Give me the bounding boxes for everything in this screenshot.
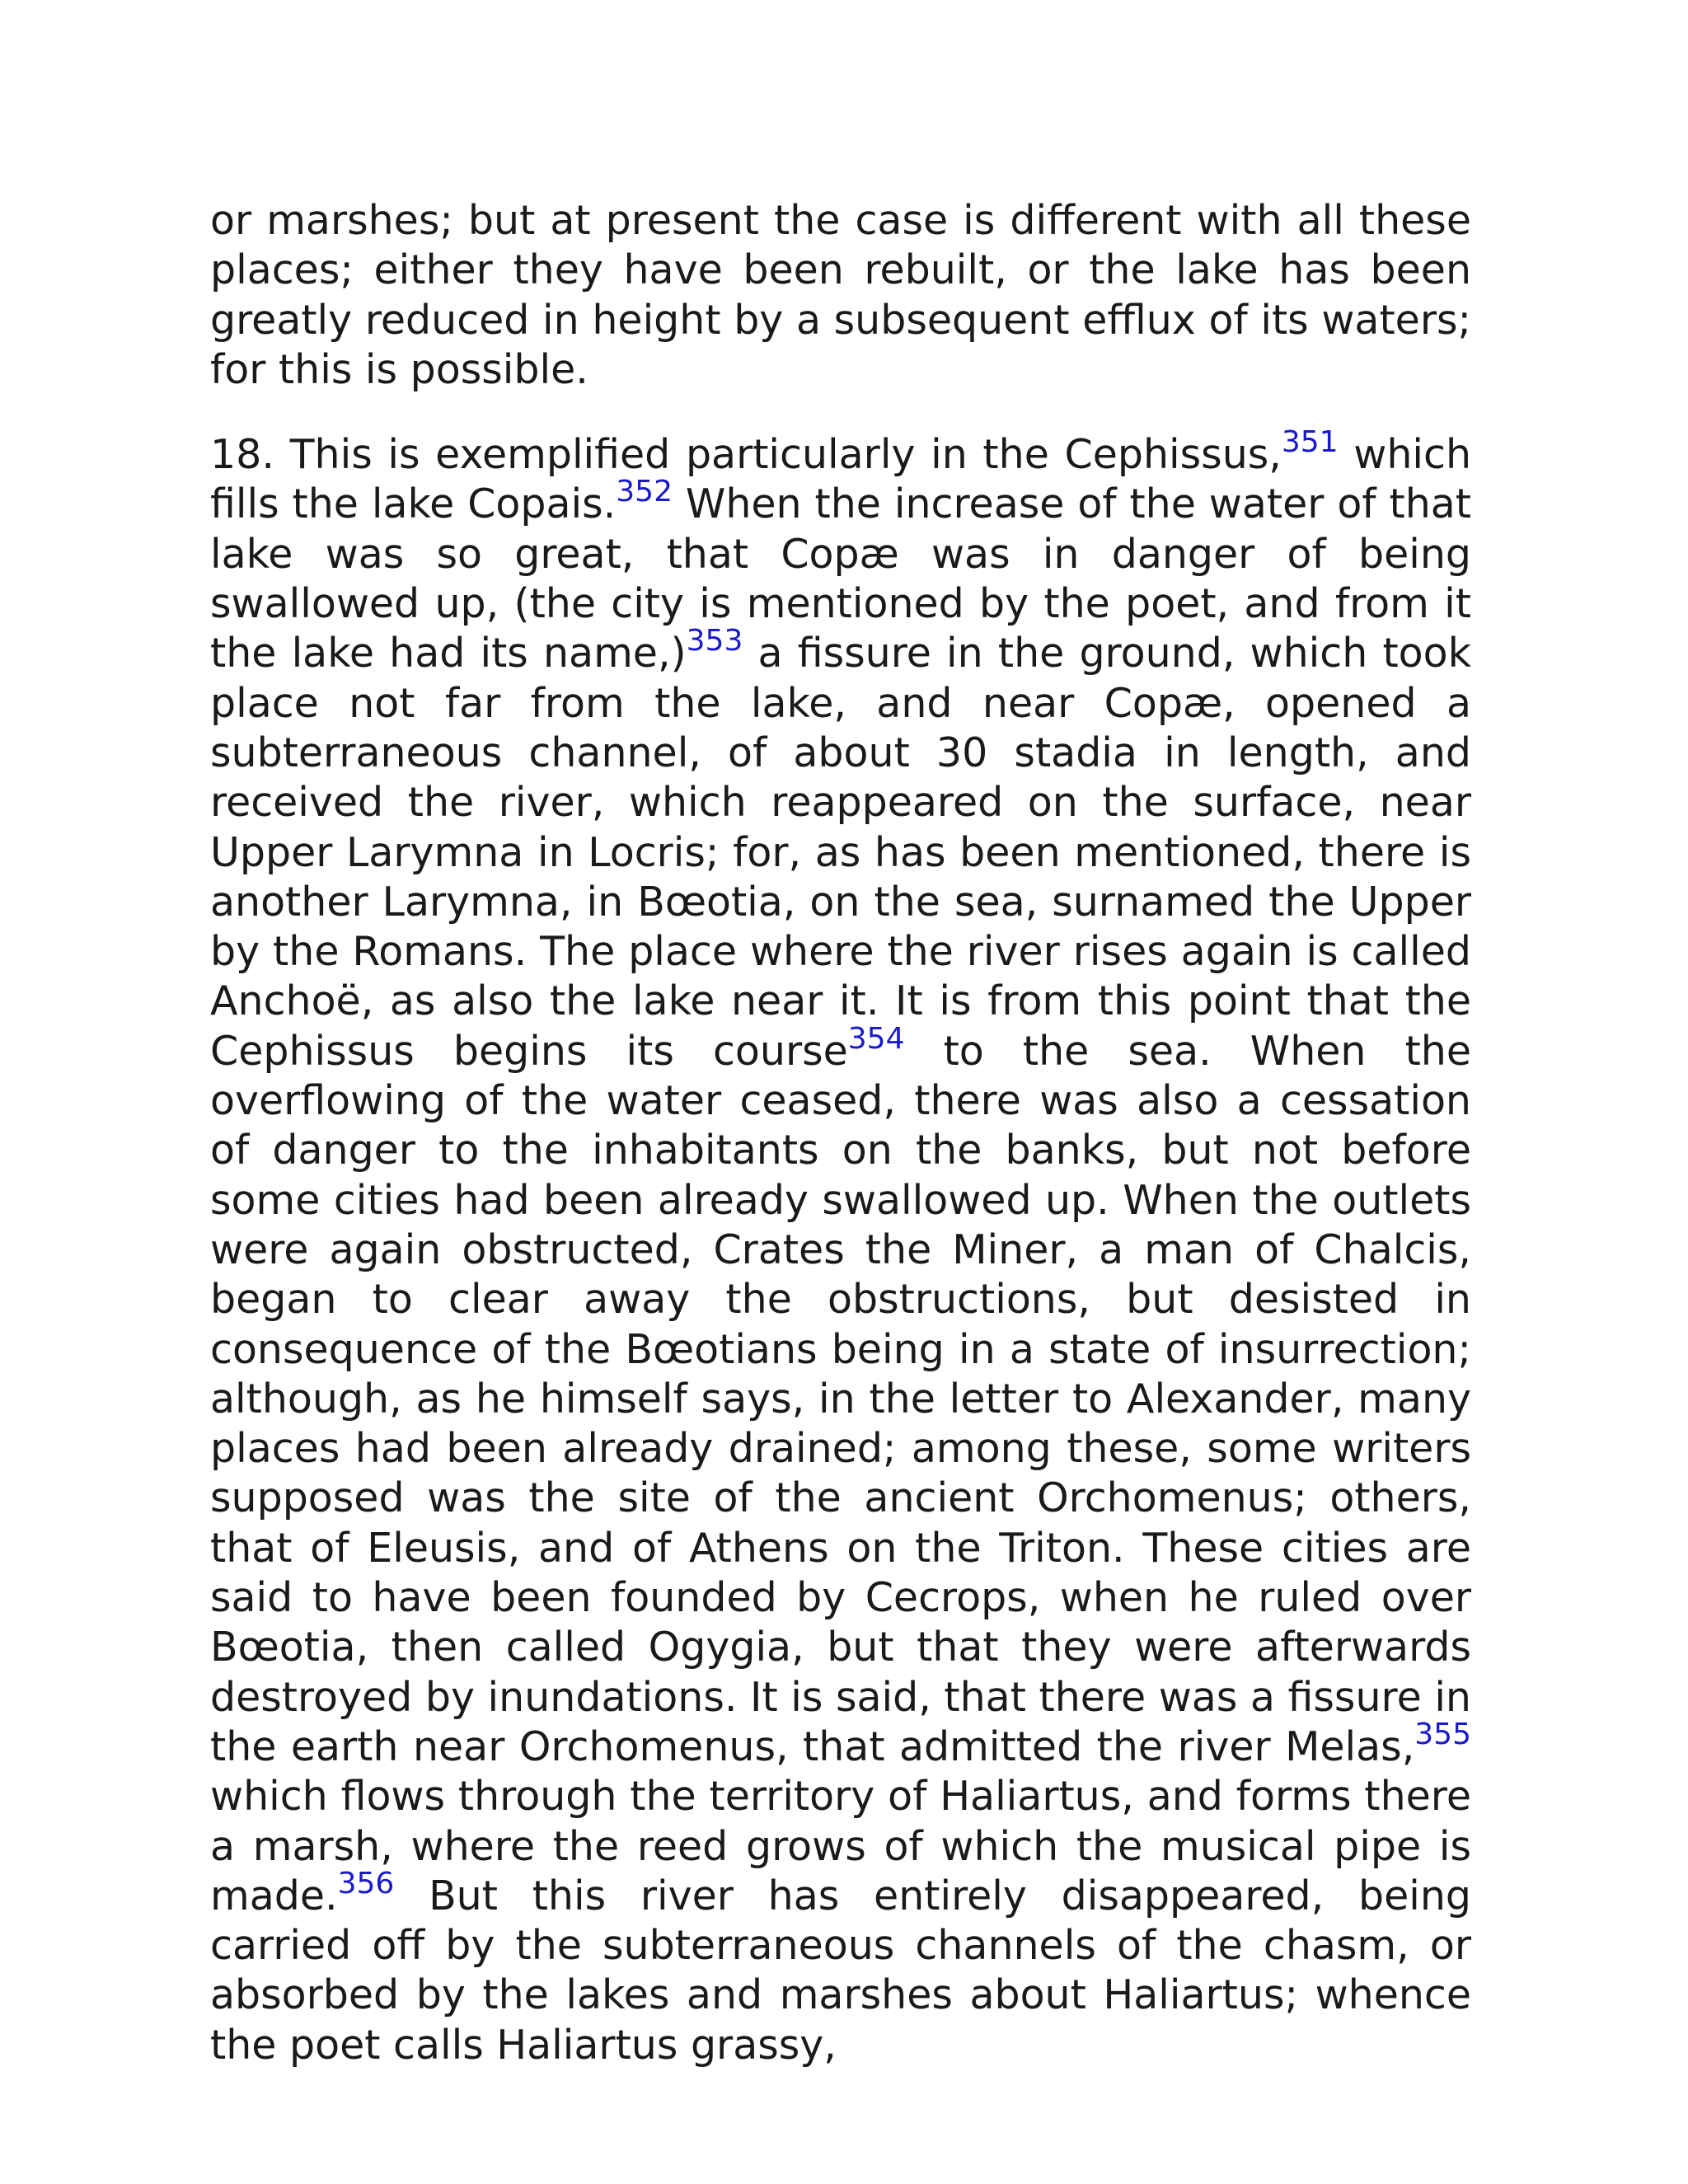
footnote-link-356[interactable]: 356 [337,1866,395,1900]
paragraph-text: But this river has entirely disappeared, being carried off by the subterraneous channels of the chasm, or absorbed by the lakes and marshes about Haliartus; whence the poet calls Haliartus grassy, [210,1872,1471,2069]
footnote-link-351[interactable]: 351 [1281,425,1339,460]
footnote-link-352[interactable]: 352 [616,475,673,509]
paragraph-text: to the sea. When the overflowing of the water ceased, there was also a cessation of danger to the inhabitants on the banks, but not before some cities had been already swallowed up. When the outlets were again obstructed, Crates the Miner, a man of Chalcis, began to clear away the obstructions, but desisted in consequence of the Bœotians being in a state of insurrection; although, as he himself says, in the letter to Alexander, many places had been already drained; among these, some writers supposed was the site of the ancient Orchomenus; others, that of Eleusis, and of Athens on the Triton. These cities are said to have been founded by Cecrops, when he ruled over Bœotia, then called Ogygia, but that they were afterwards destroyed by inundations. It is said, that there was a fissure in the earth near Orchomenus, that admitted the river Melas, [210,1027,1471,1770]
paragraph-text: which fills the lake Copais. [210,431,1471,528]
paragraph-text: 18. This is exemplified particularly in the Cephissus, [210,431,1282,479]
paragraph-text: When the increase of the water of that lake was so great, that Copæ was in danger of being swallowed up, (the city is mentioned by the poet, and from it the lake had its name,) [210,480,1471,677]
paragraph-text: which flows through the territory of Haliartus, and forms there a marsh, where the reed grows of which the musical pipe is made. [210,1773,1471,1919]
paragraph-text: or marshes; but at present the case is different with all these places; either they have been rebuilt, or the lake has been greatly reduced in height by a subsequent efflux of its waters; for this is possible. [210,197,1471,393]
document-page [210,196,1471,2070]
footnote-link-355[interactable]: 355 [1414,1717,1471,1751]
paragraph-2 [210,425,1471,2070]
footnote-link-354[interactable]: 354 [847,1021,905,1056]
paragraph-text: a fissure in the ground, which took place not far from the lake, and near Copæ, opened a subterraneous channel, of about 30 stadia in length, and received the river, which reappeared on the surface, near Upper Larymna in Locris; for, as has been mentioned, there is another Larymna, in Bœotia, on the sea, surnamed the Upper by the Romans. The place where the river rises again is called Anchoë, as also the lake near it. It is from this point that the Cephissus begins its course [210,630,1471,1075]
footnote-link-353[interactable]: 353 [686,624,743,658]
paragraph-1 [210,196,1471,395]
